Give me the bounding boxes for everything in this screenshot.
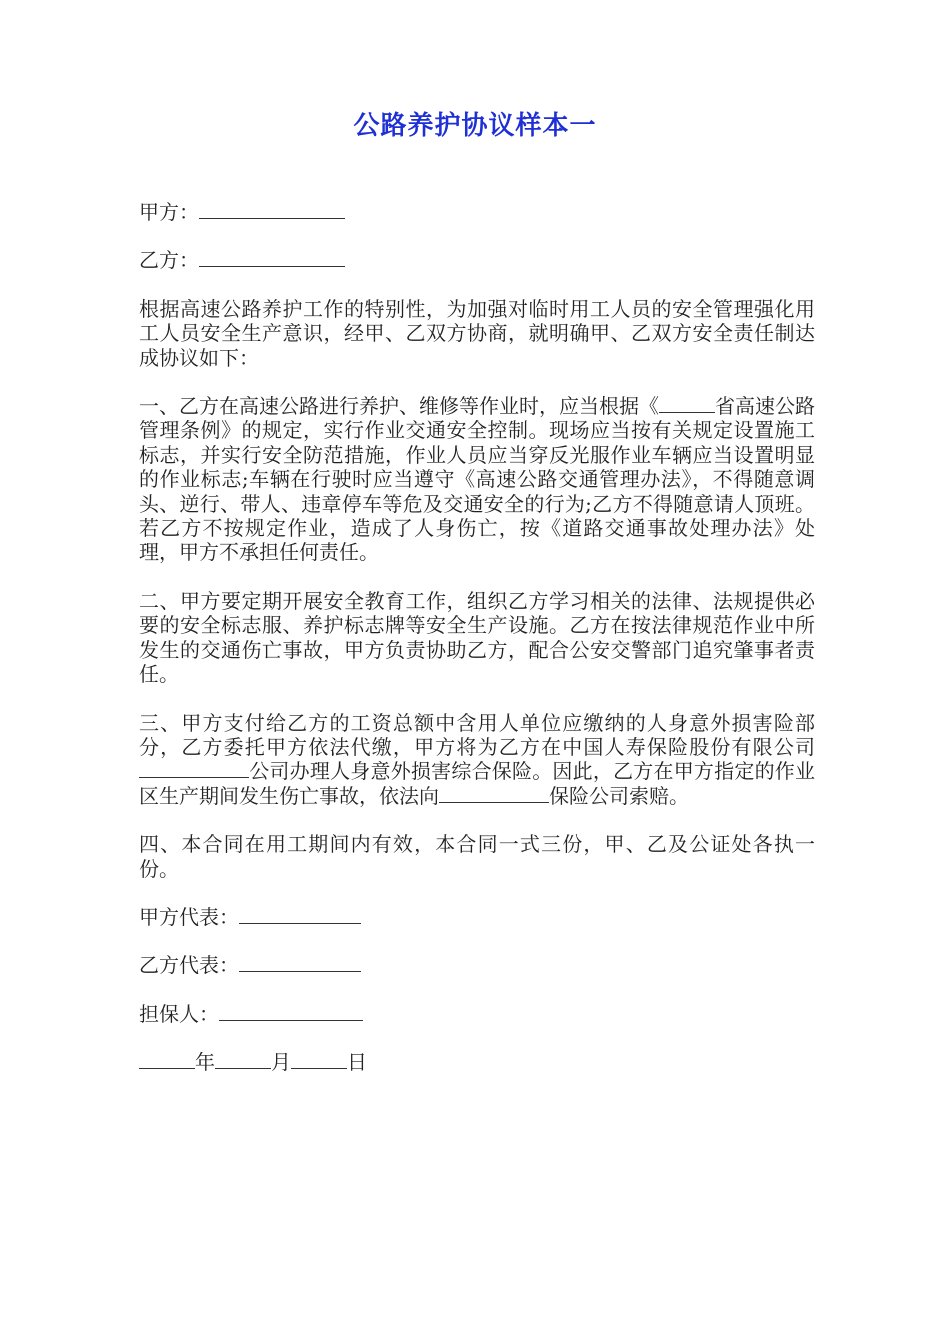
- rep-b-field: [139, 953, 815, 977]
- insurance-company-blank: [439, 784, 549, 803]
- clause-1-text-a: 一、乙方在高速公路进行养护、维修等作业时，应当根据《: [139, 394, 659, 419]
- year-blank: [139, 1050, 195, 1069]
- document-title: 公路养护协议样本一: [353, 111, 597, 141]
- month-blank: [215, 1050, 271, 1069]
- clause-2-paragraph: 二、甲方要定期开展安全教育工作，组织乙方学习相关的法律、法规提供必要的安全标志服、养护标志牌等安全生产设施。乙方在按法律规范作业中所发生的交通伤亡事故，甲方负责协助乙方，配合公安交警部门追究肇事者责任。: [139, 588, 815, 687]
- clause-1-text-b: 省高速公路管理条例》的规定，实行作业交通安全控制。现场应当按有关规定设置施工标志，并实行安全防范措施，作业人员应当穿反光服作业车辆应当设置明显的作业标志;车辆在行驶时应当遵守《高速公路交通管理办法》，不得随意调头、逆行、带人、违章停车等危及交通安全的行为;乙方不得随意请人顶班。若乙方不按规定作业，造成了人身伤亡，按《道路交通事故处理办法》处理，甲方不承担任何责任。: [139, 394, 815, 565]
- day-blank: [291, 1050, 347, 1069]
- rep-a-blank: [239, 905, 361, 924]
- year-label: 年: [195, 1050, 215, 1075]
- clause-1-paragraph: [139, 394, 815, 565]
- province-blank: [659, 394, 715, 413]
- clause-3-text-a: 三、甲方支付给乙方的工资总额中含用人单位应缴纳的人身意外损害险部分，乙方委托甲方依法代缴，甲方将为乙方在中国人寿保险股份有限公司: [139, 710, 815, 759]
- clause-3-text-b: 公司办理人身意外损害综合保险。因此，乙方在甲方指定的作业区生产期间发生伤亡事故，依法向: [139, 759, 815, 808]
- guarantor-blank: [219, 1002, 363, 1021]
- rep-b-label: 乙方代表：: [139, 953, 239, 978]
- intro-paragraph: 根据高速公路养护工作的特别性，为加强对临时用工人员的安全管理强化用工人员安全生产意识，经甲、乙双方协商，就明确甲、乙双方安全责任制达成协议如下：: [139, 296, 815, 370]
- party-a-field: [139, 200, 815, 224]
- clause-4-paragraph: 四、本合同在用工期间内有效，本合同一式三份，甲、乙及公证处各执一份。: [139, 832, 815, 881]
- rep-a-label: 甲方代表：: [139, 904, 239, 929]
- branch-company-blank: [139, 759, 249, 778]
- day-label: 日: [347, 1050, 367, 1075]
- party-b-blank: [199, 248, 345, 267]
- rep-b-blank: [239, 953, 361, 972]
- party-a-label: 甲方：: [139, 200, 199, 224]
- party-b-label: 乙方：: [139, 248, 199, 273]
- party-b-field: [139, 248, 815, 272]
- document-body: [139, 200, 815, 1075]
- date-row: [139, 1050, 815, 1074]
- rep-a-field: [139, 905, 815, 929]
- clause-3-text-c: 保险公司索赔。: [549, 783, 689, 808]
- clause-3-paragraph: [139, 711, 815, 809]
- guarantor-label: 担保人：: [139, 1001, 219, 1026]
- guarantor-field: [139, 1002, 815, 1026]
- party-a-blank: [199, 200, 345, 219]
- month-label: 月: [271, 1050, 291, 1075]
